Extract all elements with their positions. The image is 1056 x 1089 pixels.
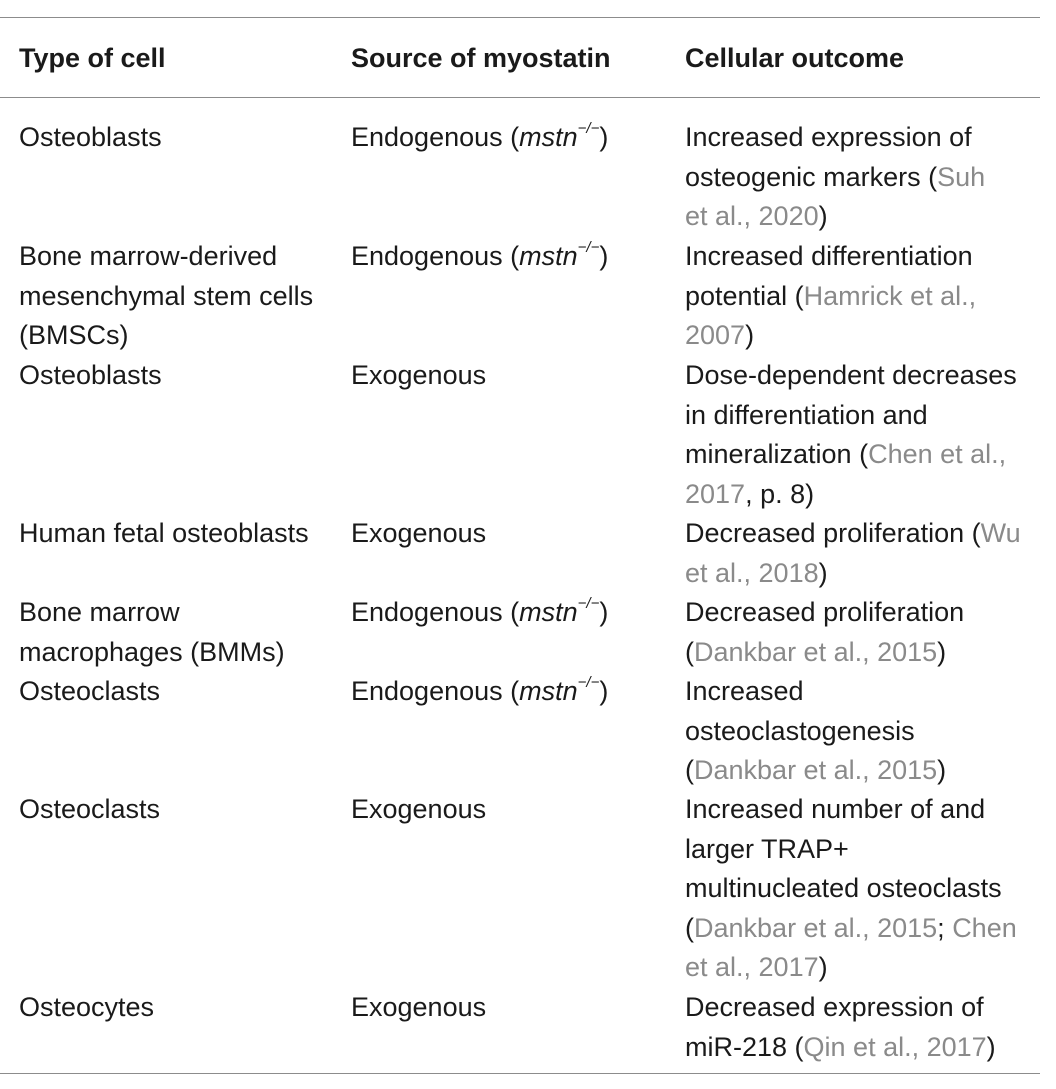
outcome-text: larger TRAP+ [685,833,849,864]
cell-source: Exogenous [351,360,487,390]
gene-superscript: −/− [577,674,600,691]
outcome-text: Increased number of and [685,794,986,824]
source-text: Endogenous [351,676,503,706]
cell-outcome: Increased expression of osteogenic markers (Suh et al., 2020) [685,122,986,231]
outcome-text: Decreased expression of [685,992,984,1022]
cell-outcome: Increased differentiation potential (Hamrick et al., 2007) [685,241,977,350]
gene-superscript: −/− [577,595,600,612]
outcome-text: potential [685,280,788,311]
table-bottom-rule [0,1073,1040,1074]
outcome-text: Increased [685,676,804,706]
citation-link[interactable]: Chen et al., [868,439,1007,469]
cell-outcome: Increased number of and larger TRAP+ multinucleated osteoclasts (Dankbar et al., 2015; Chen et al., 2017) [685,794,1017,982]
gene-superscript: −/− [577,239,600,256]
cell-outcome: Decreased proliferation (Wu et al., 2018) [685,518,1021,588]
citation-link[interactable]: Suh [937,161,986,192]
cell-type: Bone marrow macrophages (BMMs) [19,597,285,667]
cell-outcome: Dose-dependent decreases in differentiation and mineralization (Chen et al., 2017, p. 8) [685,360,1017,509]
cell-source: Endogenous (mstn−/−) [351,120,609,152]
citation-link[interactable]: Wu [980,518,1021,548]
citation-link[interactable]: 2017 [685,478,746,509]
cell-source: Exogenous [351,518,487,548]
gene-name: mstn [519,676,578,706]
cell-type: Osteocytes [19,992,155,1022]
citation-link[interactable]: Dankbar et al., 2015 [694,912,938,943]
citation-link[interactable]: Hamrick et al., [803,280,977,311]
citation-link[interactable]: Dankbar et al., 2015 [694,755,938,785]
cell-type: Human fetal osteoblasts [19,518,309,548]
citation-suffix: , p. 8) [745,478,815,509]
citation-link[interactable]: 2007 [685,320,746,350]
cell-type: Osteoclasts [19,794,161,824]
outcome-text: miR-218 [685,1031,788,1062]
cell-source: Endogenous (mstn−/−) [351,674,609,706]
citation-separator: ; [937,912,953,943]
header-cellular-outcome: Cellular outcome [685,43,905,73]
citation-link[interactable]: Dankbar et al., 2015 [694,636,938,667]
table-top-rule [0,17,1040,18]
header-type-of-cell: Type of cell [19,43,166,73]
outcome-text: Increased differentiation [685,241,973,271]
cell-source: Endogenous (mstn−/−) [351,595,609,627]
cell-source: Exogenous [351,992,487,1022]
gene-name: mstn [519,241,578,271]
outcome-text: mineralization [685,439,852,469]
cell-type: Bone marrow-derived mesenchymal stem cells (BMSCs) [19,241,314,350]
header-source-of-myostatin: Source of myostatin [351,43,611,73]
outcome-text: Decreased proliferation [685,518,965,548]
source-text: Endogenous [351,122,503,152]
outcome-text: Increased expression of [685,122,972,152]
citation-link[interactable]: Qin et al., 2017 [803,1031,987,1062]
source-text: Endogenous [351,241,503,271]
cell-source: Exogenous [351,794,487,824]
citation-link[interactable]: et al., 2018 [685,557,819,588]
gene-name: mstn [519,122,578,152]
cell-type: Osteoclasts [19,676,161,706]
cell-type: Osteoblasts [19,122,162,152]
gene-name: mstn [519,597,578,627]
outcome-text: Decreased proliferation [685,597,965,627]
source-text: Endogenous [351,597,503,627]
cell-outcome: Decreased expression of miR-218 (Qin et al., 2017) [685,992,996,1062]
cell-outcome: Decreased proliferation (Dankbar et al., 2015) [685,597,965,667]
gene-superscript: −/− [577,120,600,137]
outcome-text: Dose-dependent decreases [685,360,1017,390]
cell-outcome: Increased osteoclastogenesis (Dankbar et al., 2015) [685,676,947,785]
citation-link[interactable]: et al., 2017 [685,952,819,982]
citation-link[interactable]: et al., 2020 [685,201,819,231]
outcome-text: osteogenic markers [685,161,921,192]
table-header-rule [0,97,1040,98]
outcome-text: multinucleated osteoclasts [685,873,1002,903]
outcome-text: osteoclastogenesis [685,715,915,746]
cell-source: Endogenous (mstn−/−) [351,239,609,271]
cell-type: Osteoblasts [19,360,162,390]
outcome-text: in differentiation and [685,399,928,430]
citation-link[interactable]: Chen [952,912,1017,943]
